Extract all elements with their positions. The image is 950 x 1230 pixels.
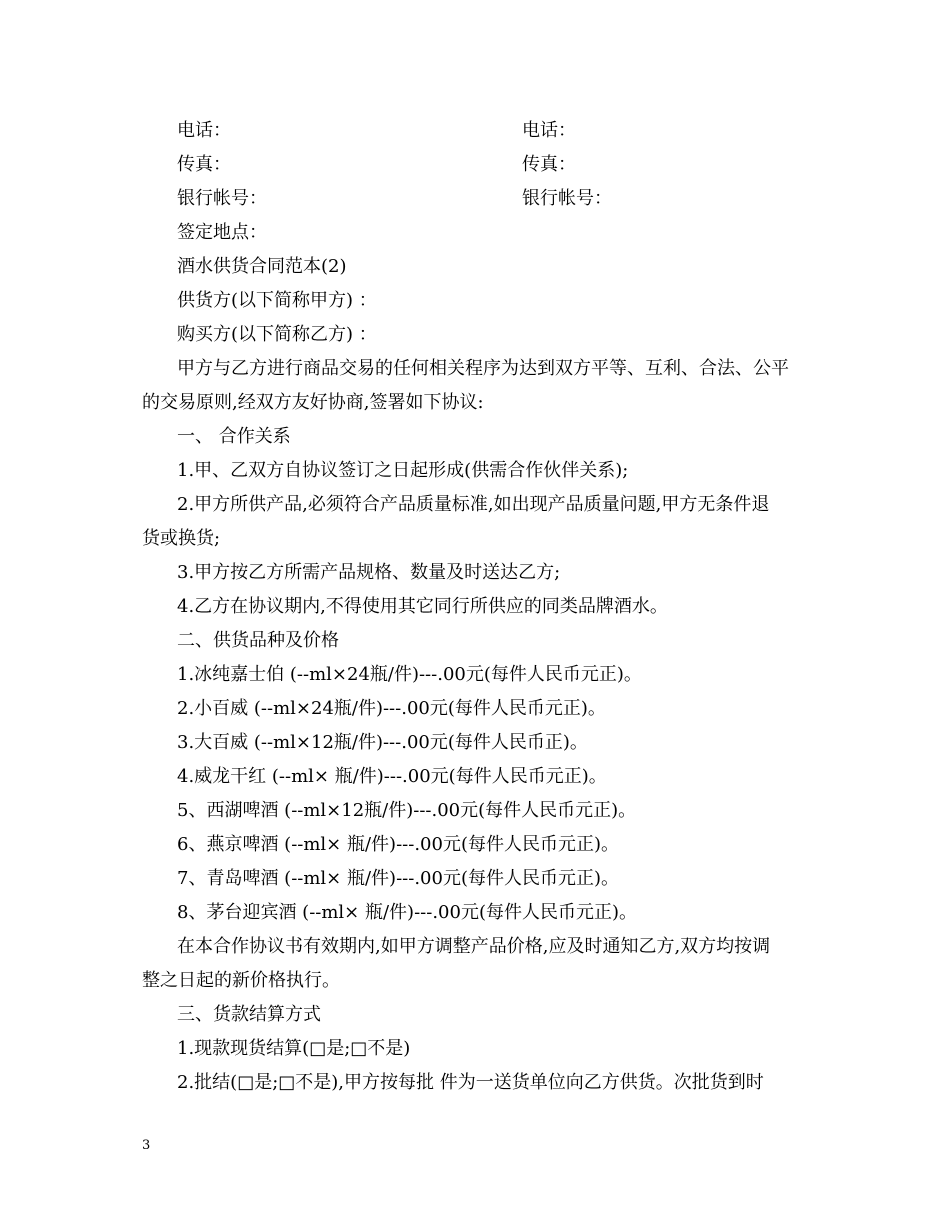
section-1-item-3: 3.甲方按乙方所需产品规格、数量及时送达乙方; (177, 562, 561, 583)
price-item: 4.威龙干红 (--ml× 瓶/件)---.00元(每件人民币元正)。 (177, 766, 607, 787)
party-b-phone-label: 电话： (522, 120, 576, 141)
section-1-item-2-line-1: 2.甲方所供产品,必须符合产品质量标准,如出现产品质量问题,甲方无条件退 (177, 494, 770, 515)
party-b-fax-label: 传真： (522, 154, 576, 175)
price-item: 1.冰纯嘉士伯 (--ml×24瓶/件)---.00元(每件人民币元正)。 (177, 664, 642, 685)
price-item: 8、茅台迎宾酒 (--ml× 瓶/件)---.00元(每件人民币元正)。 (177, 902, 637, 923)
contact-row-fax (177, 154, 857, 176)
supplier-label: 供货方(以下简称甲方) ： (177, 290, 377, 311)
price-item: 7、青岛啤酒 (--ml× 瓶/件)---.00元(每件人民币元正)。 (177, 868, 619, 889)
price-item: 2.小百威 (--ml×24瓶/件)---.00元(每件人民币元正)。 (177, 698, 606, 719)
party-a-phone-label: 电话： (177, 120, 231, 141)
section-1-item-4: 4.乙方在协议期内,不得使用其它同行所供应的同类品牌酒水。 (177, 596, 668, 617)
party-a-fax-label: 传真： (177, 154, 231, 175)
page-number: 3 (142, 1138, 151, 1153)
section-3-item-1: 1.现款现货结算(□是;□不是) (177, 1038, 411, 1059)
section-2-heading: 二、供货品种及价格 (177, 630, 339, 651)
price-item: 6、燕京啤酒 (--ml× 瓶/件)---.00元(每件人民币元正)。 (177, 834, 619, 855)
contact-row-phone (177, 120, 857, 142)
signing-place: 签定地点： (177, 222, 267, 243)
contract-title: 酒水供货合同范本(2) (177, 256, 347, 277)
price-adjust-paragraph-line-1: 在本合作协议书有效期内,如甲方调整产品价格,应及时通知乙方,双方均按调 (177, 936, 771, 957)
price-item: 5、西湖啤酒 (--ml×12瓶/件)---.00元(每件人民币元正)。 (177, 800, 637, 821)
intro-paragraph-line-1: 甲方与乙方进行商品交易的任何相关程序为达到双方平等、互利、合法、公平 (177, 358, 789, 379)
section-1-heading: 一、 合作关系 (177, 426, 291, 447)
section-3-item-2: 2.批结(□是;□不是),甲方按每批 件为一送货单位向乙方供货。次批货到时 (177, 1072, 764, 1093)
party-b-bank-label: 银行帐号： (522, 188, 612, 209)
intro-paragraph-line-2: 的交易原则,经双方友好协商,签署如下协议: (142, 392, 484, 413)
section-3-heading: 三、货款结算方式 (177, 1004, 321, 1025)
section-1-item-1: 1.甲、乙双方自协议签订之日起形成(供需合作伙伴关系); (177, 460, 629, 481)
price-adjust-paragraph-line-2: 整之日起的新价格执行。 (142, 970, 340, 991)
price-item: 3.大百威 (--ml×12瓶/件)---.00元(每件人民币正)。 (177, 732, 588, 753)
section-1-item-2-line-2: 货或换货; (142, 528, 221, 549)
buyer-label: 购买方(以下简称乙方) ： (177, 324, 377, 345)
party-a-bank-label: 银行帐号： (177, 188, 267, 209)
contact-row-bank (177, 188, 857, 210)
